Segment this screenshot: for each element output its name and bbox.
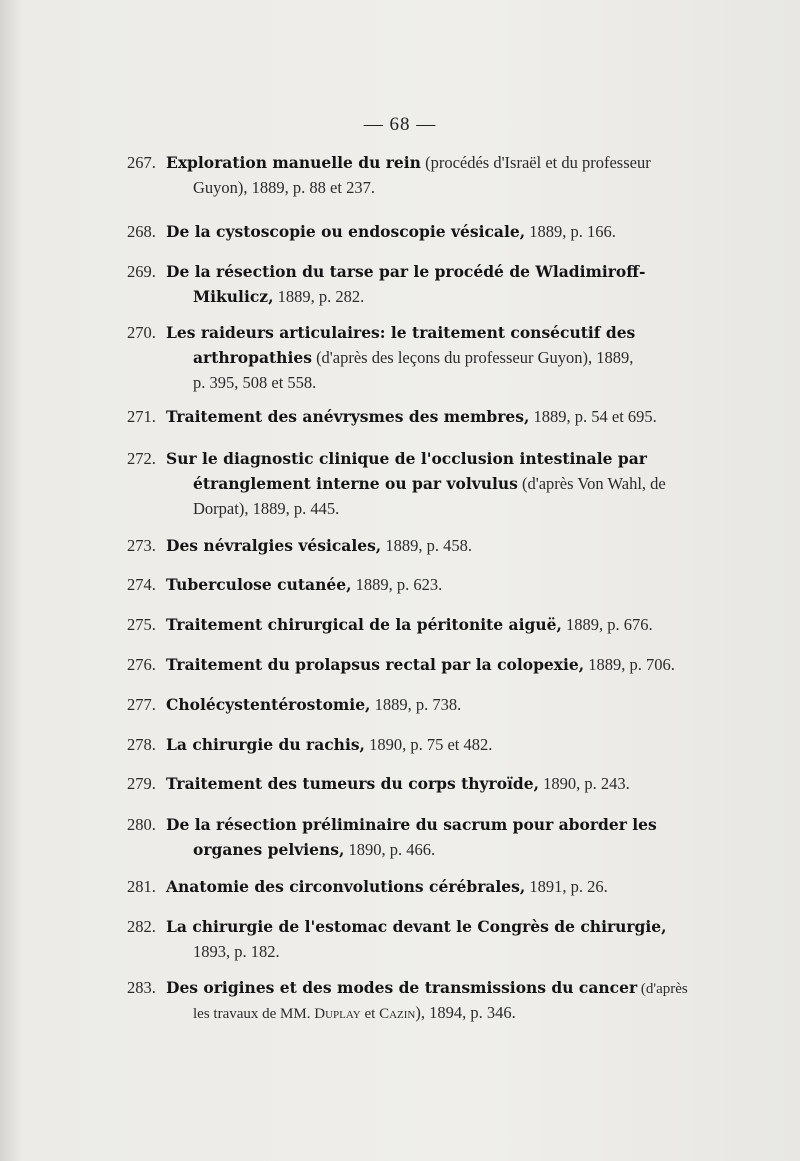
bibliography-entry [127,404,687,429]
entry-title: Anatomie des circonvolutions cérébrales, [166,877,526,896]
entry-number: 280. [127,815,156,834]
entry-title: La chirurgie de l'estomac devant le Congrès de chirurgie, [166,917,667,936]
entry-details: 1890, p. 75 et 482. [364,735,493,754]
entry-details: 1889, p. 623. [351,575,443,594]
bibliography-entry [127,572,687,597]
entry-details: 1889, p. 738. [370,695,462,714]
bibliography-entry [127,150,687,200]
entry-title: De la cystoscopie ou endoscopie vésicale, [166,222,526,241]
entry-number: 272. [127,449,156,468]
entry-number: 281. [127,877,156,896]
entry-continuation: 1893, p. 182. [193,942,280,961]
entry-title: Des névralgies vésicales, [166,536,382,555]
entry-details: 1889, p. 282. [273,287,365,306]
entry-number: 270. [127,323,156,342]
bibliography-entry [127,732,687,757]
entry-continuation: p. 395, 508 et 558. [193,373,317,392]
author-name: Duplay [314,1006,361,1022]
entry-details: (d'après des leçons du professeur Guyon), 1889, [311,348,634,367]
entry-details: 1889, p. 166. [525,222,616,241]
entry-title: Des origines et des modes de transmissions du cancer [166,978,638,997]
entry-details: (d'après Von Wahl, de [517,474,666,493]
entry-details: 1891, p. 26. [525,877,608,896]
bibliography-entry [127,612,687,637]
entry-title-continuation: Mikulicz, [193,287,274,306]
entry-title-continuation: organes pelviens, [193,840,345,859]
bibliography-entry [127,219,687,244]
bibliography-entry [127,652,687,677]
entry-title: De la résection du tarse par le procédé de Wladimiroff- [166,262,646,281]
bibliography-entry [127,975,687,1025]
bibliography-entry [127,446,687,521]
entry-number: 275. [127,615,156,634]
entry-title: Exploration manuelle du rein [166,153,421,172]
entry-details: 1890, p. 466. [344,840,436,859]
entry-title-continuation: étranglement interne ou par volvulus [193,474,518,493]
entry-continuation: Guyon), 1889, p. 88 et 237. [193,178,375,197]
bibliography-entry [127,320,687,395]
bibliography-entry [127,771,687,796]
entry-details: 1889, p. 458. [381,536,472,555]
entry-number: 279. [127,774,156,793]
entry-number: 283. [127,978,156,997]
entry-details: 1889, p. 706. [584,655,675,674]
entry-number: 273. [127,536,156,555]
entry-title-continuation: arthropathies [193,348,312,367]
entry-details: ), 1894, p. 346. [415,1003,516,1022]
bibliography-entry [127,874,687,899]
entry-details: et [360,1006,380,1022]
entry-number: 277. [127,695,156,714]
entry-title: Cholécystentérostomie, [166,695,371,714]
author-name: Cazin [379,1006,416,1022]
entry-details: les travaux de MM. [193,1006,315,1022]
entry-title: Tuberculose cutanée, [166,575,352,594]
entry-details: (procédés d'Israël et du professeur [420,153,651,172]
entry-number: 268. [127,222,156,241]
bibliography-entry [127,914,687,964]
entry-title: Traitement des tumeurs du corps thyroïde, [166,774,540,793]
entry-number: 269. [127,262,156,281]
entry-number: 282. [127,917,156,936]
bibliography-entry [127,533,687,558]
entry-title: Sur le diagnostic clinique de l'occlusion intestinale par [166,449,647,468]
entry-details: (d'après [637,981,688,997]
entry-title: Traitement chirurgical de la péritonite aiguë, [166,615,562,634]
entry-details: 1890, p. 243. [539,774,630,793]
entry-number: 276. [127,655,156,674]
bibliography-entry [127,692,687,717]
bibliography-entry [127,812,687,862]
entry-number: 278. [127,735,156,754]
entry-continuation: Dorpat), 1889, p. 445. [193,499,340,518]
entry-title: Traitement du prolapsus rectal par la colopexie, [166,655,585,674]
page-number: — 68 — [363,114,437,135]
bibliography-entry [127,259,687,309]
entry-title: Traitement des anévrysmes des membres, [166,407,530,426]
entry-title: Les raideurs articulaires: le traitement consécutif des [166,323,636,342]
entry-number: 274. [127,575,156,594]
entry-number: 267. [127,153,156,172]
entry-title: La chirurgie du rachis, [166,735,365,754]
entry-details: 1889, p. 676. [561,615,653,634]
entry-details: 1889, p. 54 et 695. [529,407,657,426]
entry-number: 271. [127,407,156,426]
entry-title: De la résection préliminaire du sacrum pour aborder les [166,815,657,834]
